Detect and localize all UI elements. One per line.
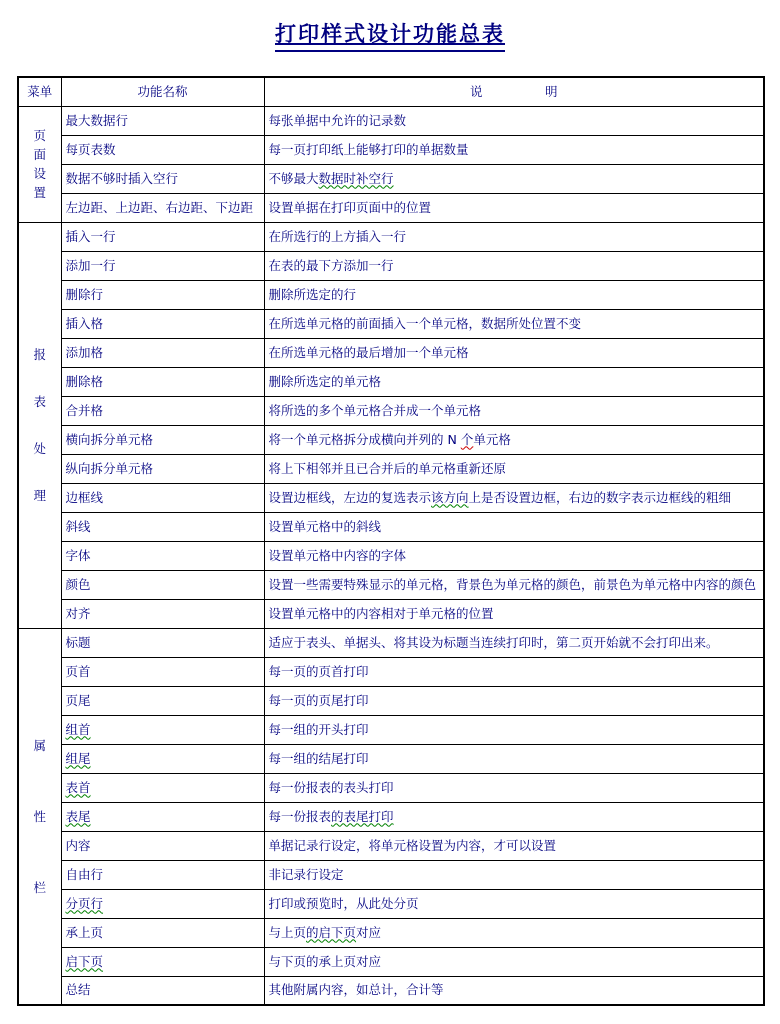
- menu-section-cell: [18, 106, 61, 222]
- function-desc-cell: [264, 831, 764, 860]
- cell-text: 与下页的承上页对应: [268, 953, 382, 969]
- function-desc-cell: [264, 367, 764, 396]
- cell-text: 将上下相邻并且已合并后的单元格重新还原: [268, 460, 507, 476]
- spellcheck-underlined-text: 的启下页: [306, 924, 357, 940]
- function-name-cell: [61, 251, 264, 280]
- menu-label-char: 栏: [33, 880, 46, 896]
- function-name-cell: [61, 570, 264, 599]
- function-desc-cell: [264, 164, 764, 193]
- table-row: [18, 396, 764, 425]
- cell-text: 边框线: [65, 489, 104, 505]
- spellcheck-underlined-text: 该方向: [431, 489, 469, 505]
- function-desc-cell: [264, 918, 764, 947]
- cell-text: 添加格: [65, 344, 104, 360]
- spellcheck-underlined-text: 启下页: [65, 953, 104, 969]
- cell-text: 设置单元格中的斜线: [268, 518, 382, 534]
- table-row: [18, 889, 764, 918]
- cell-text: 与上页: [268, 924, 307, 940]
- table-row: [18, 309, 764, 338]
- function-name-cell: [61, 947, 264, 976]
- menu-label-char: 报: [33, 347, 46, 363]
- function-desc-cell: [264, 309, 764, 338]
- grammar-underlined-text: 个: [460, 431, 474, 447]
- function-desc-cell: [264, 657, 764, 686]
- menu-label-char: 置: [33, 185, 46, 201]
- function-desc-cell: [264, 483, 764, 512]
- spellcheck-underlined-text: 分页行: [65, 895, 104, 911]
- cell-text: 设置单元格中内容的字体: [268, 547, 407, 563]
- page-title: 打印样式设计功能总表: [275, 21, 505, 52]
- function-name-cell: [61, 686, 264, 715]
- table-row: [18, 715, 764, 744]
- function-desc-cell: [264, 570, 764, 599]
- function-table: [17, 76, 765, 1006]
- table-row: [18, 193, 764, 222]
- function-desc-cell: [264, 889, 764, 918]
- cell-text: 插入格: [65, 315, 104, 331]
- header-function-name: 功能名称: [61, 77, 264, 106]
- table-row: [18, 338, 764, 367]
- table-row: [18, 657, 764, 686]
- function-name-cell: [61, 309, 264, 338]
- function-desc-cell: [264, 802, 764, 831]
- function-desc-cell: [264, 135, 764, 164]
- function-name-cell: [61, 918, 264, 947]
- cell-text: 删除格: [65, 373, 104, 389]
- function-name-cell: [61, 106, 264, 135]
- function-name-cell: [61, 628, 264, 657]
- table-row: [18, 106, 764, 135]
- table-row: [18, 744, 764, 773]
- function-desc-cell: [264, 686, 764, 715]
- menu-label-char: 性: [33, 809, 46, 825]
- menu-label-char: 理: [33, 488, 46, 504]
- cell-text: 适应于表头、单据头、将其设为标题当连续打印时，第二页开始就不会打印出来。: [268, 634, 719, 650]
- table-row: [18, 135, 764, 164]
- cell-text: 删除行: [65, 286, 104, 302]
- table-row: [18, 541, 764, 570]
- cell-text: 打印或预览时，从此处分页: [268, 895, 419, 911]
- menu-label-char: 页: [33, 128, 46, 144]
- menu-section-label: [23, 223, 57, 628]
- menu-label-char: 面: [33, 147, 46, 163]
- function-name-cell: [61, 425, 264, 454]
- cell-text: 在所选行的上方插入一行: [268, 228, 407, 244]
- function-desc-cell: [264, 860, 764, 889]
- cell-text: 在表的最下方添加一行: [268, 257, 394, 273]
- cell-text: 在所选单元格的最后增加一个单元格: [268, 344, 469, 360]
- function-name-cell: [61, 831, 264, 860]
- function-name-cell: [61, 744, 264, 773]
- cell-text: 每一组的结尾打印: [268, 750, 369, 766]
- menu-label-char: 属: [33, 738, 46, 754]
- table-row: [18, 425, 764, 454]
- cell-text: 删除所选定的行: [268, 286, 357, 302]
- cell-text: 颜色: [65, 576, 91, 592]
- cell-text: 将一个单元格拆分成横向并列的 N: [268, 431, 461, 447]
- cell-text: 每一页的页尾打印: [268, 692, 369, 708]
- cell-text: 设置单据在打印页面中的位置: [268, 199, 432, 215]
- cell-text: 每一份报表: [268, 808, 332, 824]
- table-row: [18, 222, 764, 251]
- table-row: [18, 947, 764, 976]
- function-desc-cell: [264, 715, 764, 744]
- cell-text: 添加一行: [65, 257, 116, 273]
- cell-text: 设置一些需要特殊显示的单元格，背景色为单元格的颜色，前景色为单元格中内容的颜色: [268, 576, 757, 592]
- cell-text: 纵向拆分单元格: [65, 460, 154, 476]
- table-row: [18, 802, 764, 831]
- spellcheck-underlined-text: 的表尾打印: [331, 808, 394, 824]
- table-body: [18, 106, 764, 1005]
- cell-text: 设置单元格中的内容相对于单元格的位置: [268, 605, 494, 621]
- function-desc-cell: [264, 773, 764, 802]
- function-name-cell: [61, 657, 264, 686]
- function-name-cell: [61, 541, 264, 570]
- function-name-cell: [61, 367, 264, 396]
- function-name-cell: [61, 135, 264, 164]
- spellcheck-underlined-text: 数据时补空行: [318, 170, 394, 186]
- cell-text: 非记录行设定: [268, 866, 344, 882]
- header-description: 说 明: [264, 77, 764, 106]
- table-row: [18, 773, 764, 802]
- function-name-cell: [61, 860, 264, 889]
- header-row: [18, 77, 764, 106]
- table-row: [18, 483, 764, 512]
- menu-section-label: [23, 107, 57, 222]
- cell-text: 删除所选定的单元格: [268, 373, 382, 389]
- function-desc-cell: [264, 106, 764, 135]
- function-desc-cell: [264, 947, 764, 976]
- function-desc-cell: [264, 744, 764, 773]
- cell-text: 内容: [65, 837, 91, 853]
- cell-text: 对应: [356, 924, 382, 940]
- function-name-cell: [61, 164, 264, 193]
- function-name-cell: [61, 889, 264, 918]
- function-name-cell: [61, 280, 264, 309]
- cell-text: 每一份报表的表头打印: [268, 779, 394, 795]
- header-menu: 菜单: [18, 77, 61, 106]
- cell-text: 将所选的多个单元格合并成一个单元格: [268, 402, 482, 418]
- table-row: [18, 628, 764, 657]
- title-container: [0, 21, 780, 52]
- function-desc-cell: [264, 628, 764, 657]
- table-row: [18, 976, 764, 1005]
- cell-text: 最大数据行: [65, 112, 129, 128]
- table-row: [18, 860, 764, 889]
- cell-text: 不够最大: [268, 170, 319, 186]
- function-desc-cell: [264, 454, 764, 483]
- cell-text: 单据记录行设定，将单元格设置为内容，才可以设置: [268, 837, 557, 853]
- menu-section-label: [23, 629, 57, 1005]
- function-name-cell: [61, 802, 264, 831]
- cell-text: 每一页的页首打印: [268, 663, 369, 679]
- cell-text: 在所选单元格的前面插入一个单元格，数据所处位置不变: [268, 315, 582, 331]
- table-row: [18, 251, 764, 280]
- table-row: [18, 918, 764, 947]
- cell-text: 数据不够时插入空行: [65, 170, 179, 186]
- cell-text: 合并格: [65, 402, 104, 418]
- function-name-cell: [61, 483, 264, 512]
- table-row: [18, 599, 764, 628]
- function-name-cell: [61, 193, 264, 222]
- cell-text: 其他附属内容，如总计，合计等: [268, 982, 444, 998]
- menu-label-char: 处: [33, 441, 46, 457]
- function-desc-cell: [264, 338, 764, 367]
- cell-text: 每页表数: [65, 141, 116, 157]
- function-desc-cell: [264, 512, 764, 541]
- function-desc-cell: [264, 396, 764, 425]
- function-desc-cell: [264, 222, 764, 251]
- cell-text: 上是否设置边框，右边的数字表示边框线的粗细: [468, 489, 732, 505]
- function-name-cell: [61, 454, 264, 483]
- function-desc-cell: [264, 976, 764, 1005]
- function-desc-cell: [264, 193, 764, 222]
- table-row: [18, 831, 764, 860]
- menu-label-char: 表: [33, 394, 46, 410]
- cell-text: 页首: [65, 663, 91, 679]
- table-row: [18, 454, 764, 483]
- spellcheck-underlined-text: 表首: [65, 779, 91, 795]
- function-desc-cell: [264, 425, 764, 454]
- cell-text: 自由行: [65, 866, 104, 882]
- cell-text: 单元格: [473, 431, 511, 447]
- menu-label-char: 设: [33, 166, 46, 182]
- table-row: [18, 367, 764, 396]
- cell-text: 每一页打印纸上能够打印的单据数量: [268, 141, 469, 157]
- function-desc-cell: [264, 280, 764, 309]
- cell-text: 斜线: [65, 518, 91, 534]
- cell-text: 横向拆分单元格: [65, 431, 154, 447]
- menu-section-cell: [18, 222, 61, 628]
- cell-text: 设置边框线，左边的复选表示: [268, 489, 432, 505]
- cell-text: 页尾: [65, 692, 91, 708]
- spellcheck-underlined-text: 组尾: [65, 750, 91, 766]
- cell-text: 标题: [65, 634, 91, 650]
- function-name-cell: [61, 396, 264, 425]
- table-row: [18, 570, 764, 599]
- table-row: [18, 686, 764, 715]
- function-name-cell: [61, 715, 264, 744]
- cell-text: 承上页: [65, 924, 104, 940]
- menu-section-cell: [18, 628, 61, 1005]
- table-row: [18, 164, 764, 193]
- function-desc-cell: [264, 541, 764, 570]
- function-name-cell: [61, 599, 264, 628]
- cell-text: 每一组的开头打印: [268, 721, 369, 737]
- cell-text: 每张单据中允许的记录数: [268, 112, 407, 128]
- spellcheck-underlined-text: 表尾: [65, 808, 91, 824]
- cell-text: 左边距、上边距、右边距、下边距: [65, 199, 254, 215]
- function-name-cell: [61, 976, 264, 1005]
- function-desc-cell: [264, 599, 764, 628]
- function-name-cell: [61, 773, 264, 802]
- spellcheck-underlined-text: 组首: [65, 721, 91, 737]
- function-name-cell: [61, 222, 264, 251]
- table-row: [18, 280, 764, 309]
- cell-text: 对齐: [65, 605, 91, 621]
- cell-text: 总结: [65, 982, 91, 998]
- table-row: [18, 512, 764, 541]
- function-name-cell: [61, 338, 264, 367]
- function-desc-cell: [264, 251, 764, 280]
- cell-text: 插入一行: [65, 228, 116, 244]
- cell-text: 字体: [65, 547, 91, 563]
- function-name-cell: [61, 512, 264, 541]
